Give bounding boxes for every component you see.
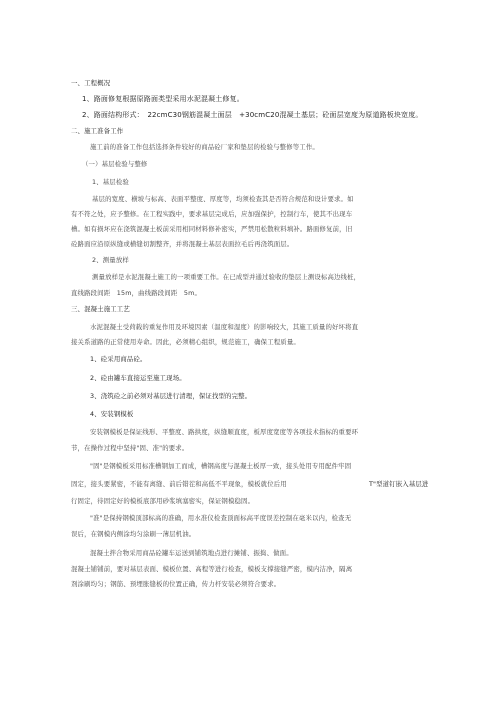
text-line: 2、路面结构形式： 22cmC30钢筋混凝土面层 +30cmC20混凝土基层；砼面层宽度为原道路板块宽度。: [82, 111, 423, 119]
text-line: 有不符之处，应予整修。在工程实践中，要求基层完成后，应加强保护，控制行车，使其不出现车: [71, 210, 353, 218]
text-line: 测量放样是水泥混凝土施工的一项重要工作。在已成型并通过验收的垫层上测设标高边线桩，: [92, 273, 361, 281]
text-line: 直线路段间距 15m，曲线路段间距 5m。: [71, 289, 202, 297]
list-item: 4、安装钢模板: [90, 410, 134, 418]
text-line: 基层的宽度、横坡与标高、表面平整度、厚度等，均须检查其是否符合规范和设计要求。如: [92, 195, 354, 203]
list-item: 1、砼采用商品砼。: [90, 355, 147, 363]
text-line: 水泥混凝土受荷载的重复作用及环境因素（温度和湿度）的影响较大，其施工质量的好坏将直: [90, 323, 359, 331]
text-line: 接关系道路的正常使用寿命。因此，必须精心组织，规范施工，确保工程质量。: [71, 338, 300, 346]
subheading: 2、测量放样: [92, 256, 129, 264]
text-line: T"型道钉嵌入基层进: [369, 480, 429, 488]
heading-project-overview: 一、工程概况: [71, 79, 111, 87]
text-line: 固定，接头要紧密，不能有离缝、前后错茬和高低不平现象，模板就位后用: [71, 480, 287, 488]
text-line: 行固定，待固定好的模板底部用砂浆填塞密实，保证钢模稳固。: [71, 497, 255, 505]
text-line: 节，在操作过程中坚持"固、准"的要求。: [71, 444, 189, 452]
list-item: 3、浇筑砼之前必须对基层进行清理，保证找型的完整。: [90, 392, 252, 400]
text-line: 施工前的准备工作包括选择条件较好的商品砼厂家和垫层的检验与整修等工作。: [90, 143, 319, 151]
text-line: 安装钢模板是保证线形、平整度、路拱度，纵缝顺直度，板厚度宽度等各项技术指标的重要环: [90, 428, 359, 436]
text-line: "固"是钢模板采用标准槽钢加工而成，槽钢高度与混凝土板厚一致，接头处用专用配件牢固: [90, 462, 352, 470]
text-line: 剂涂刷均匀；钢筋、预埋胀缝板的位置正确，传力杆安装必须符合要求。: [71, 580, 281, 588]
heading-preparation: 二、施工准备工作: [71, 127, 124, 135]
text-line: 1、路面修复根据原路面类型采用水泥混凝土修复。: [82, 95, 244, 103]
heading-construction-process: 三、混凝土施工工艺: [71, 305, 130, 313]
text-line: 砼路面应沿原纵缝或横缝切割整齐，并将混凝土基层表面拉毛后再浇筑面层。: [71, 240, 294, 248]
list-item: 2、砼由罐车直接运至施工现场。: [90, 374, 186, 382]
subheading: 1、基层检验: [92, 178, 129, 186]
text-line: 混凝土铺铺前，要对基层表面、模板位置、高程等进行检查，模板支撑接缝严密，模内洁净，隔离: [71, 565, 353, 573]
subheading-base-inspection: （一）基层检验与整修: [82, 160, 148, 168]
text-line: 误后，在钢模内侧涂均匀涂刷一薄层机油。: [71, 530, 196, 538]
text-line: 混凝土拌合物采用商品砼罐车运送到铺筑地点进行摊铺、振捣、做面。: [90, 549, 293, 557]
text-line: 槽。如有损坏应在浇筑混凝土板前采用相同材料修补密实，严禁用松散粒料填补。路面修复前，旧: [71, 225, 353, 233]
text-line: "准"是保持钢模顶部标高的准确，用水准仪检查顶面标高平度误差控制在毫米以内，检查无: [90, 514, 352, 522]
